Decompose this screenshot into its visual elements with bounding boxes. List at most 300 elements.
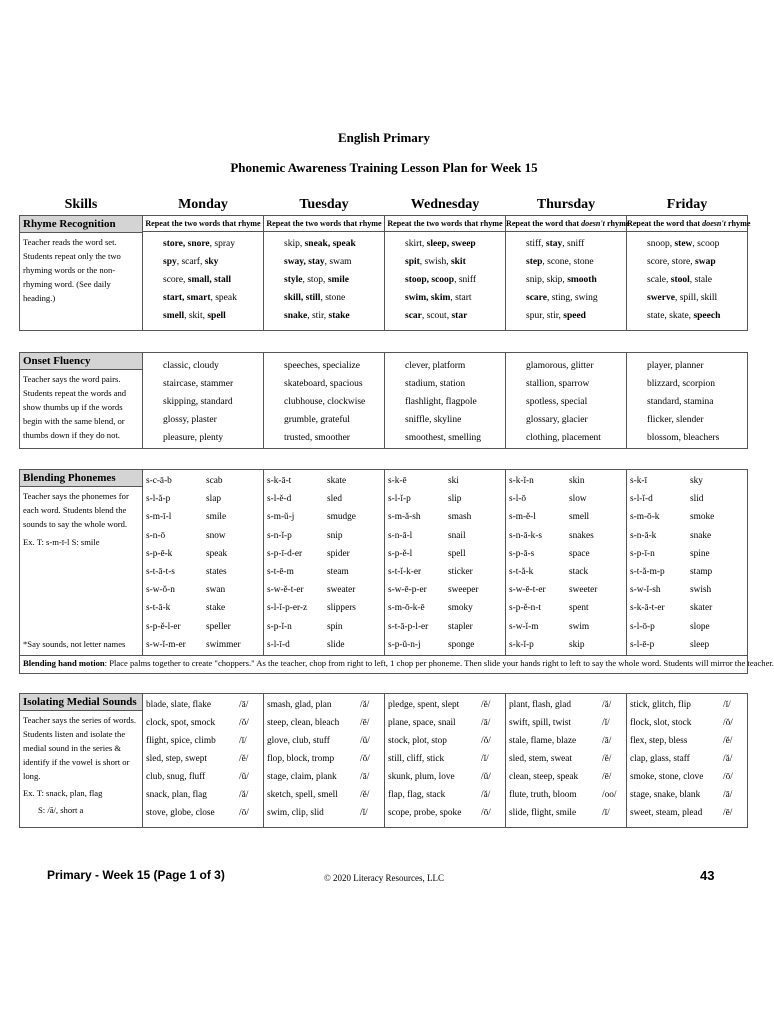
instruction-part: Repeat the two words that rhyme	[145, 219, 261, 228]
blending-phonemes: s-t-ā-k	[146, 603, 171, 614]
blending-word: spin	[327, 621, 343, 632]
onset-word-pair: clothing, placement	[526, 433, 601, 443]
blending-word: smell	[569, 512, 590, 523]
instruction-part: Repeat the two words that rhyme	[266, 219, 382, 228]
onset-word-pair: skateboard, spacious	[284, 379, 363, 389]
medial-word-series: snack, plan, flag	[146, 790, 207, 800]
header-row	[20, 197, 748, 216]
blending-word: speller	[206, 621, 231, 632]
blending-word: smoke	[690, 512, 715, 523]
medial-skill-name: Isolating Medial Sounds	[20, 694, 142, 711]
blending-word: skater	[690, 603, 713, 614]
blending-word: smoky	[448, 603, 473, 614]
medial-word-series: plant, flash, glad	[509, 700, 571, 710]
rhyme-instruction	[506, 216, 630, 232]
blending-word: sweater	[327, 585, 356, 596]
medial-word-series: steep, clean, bleach	[267, 718, 340, 728]
medial-word-series: stale, flame, blaze	[509, 736, 577, 746]
instruction-part: Repeat the two words that rhyme	[387, 219, 503, 228]
medial-word-series: club, snug, fluff	[146, 772, 206, 782]
medial-sound: /ī/	[602, 808, 610, 818]
rhyme-word-set	[526, 271, 626, 289]
blending-phonemes: s-m-ŭ-j	[267, 512, 295, 523]
blending-word: slide	[327, 639, 345, 650]
medial-list	[506, 694, 626, 822]
blending-phonemes: s-m-ă-sh	[388, 512, 421, 523]
rhyme-word-set	[647, 235, 747, 253]
header-monday: Monday	[178, 197, 228, 212]
rhyme-word-segment: stake	[328, 311, 350, 321]
medial-word-series: smash, glad, plan	[267, 700, 332, 710]
footer-page-number: 43	[700, 868, 715, 883]
rhyme-word-segment: score, store,	[647, 257, 696, 267]
blending-hand-motion	[20, 656, 774, 674]
rhyme-word-segment: star	[451, 311, 468, 321]
rhyme-word-segment: , scoop	[692, 239, 720, 249]
medial-word-series: flute, truth, bloom	[509, 790, 577, 800]
medial-word-series: clap, glass, staff	[630, 754, 690, 764]
onset-word-pair: glamorous, glitter	[526, 361, 594, 371]
medial-sound: /ā/	[360, 772, 370, 782]
medial-list	[385, 694, 505, 822]
blending-word: slippers	[327, 603, 356, 614]
blending-word: spine	[690, 548, 710, 559]
rhyme-word-set	[405, 253, 505, 271]
rhyme-word-segment: swap	[695, 257, 716, 267]
medial-word-series: blade, slate, flake	[146, 700, 212, 710]
onset-thursday	[506, 353, 627, 449]
blending-phonemes: s-p-ĭ-n	[267, 621, 292, 632]
medial-word-series: slide, flight, smile	[509, 808, 577, 818]
rhyme-word-segment: sky	[204, 257, 219, 267]
page-subtitle: Phonemic Awareness Training Lesson Plan for Week 15	[230, 160, 538, 175]
medial-sound: /ĕ/	[602, 754, 612, 764]
hand-motion-label: Blending hand motion	[23, 658, 105, 668]
blending-phonemes: s-l-ĭ-d	[630, 494, 653, 505]
rhyme-thursday	[506, 216, 630, 331]
medial-sound: /ō/	[723, 772, 733, 782]
blending-phonemes: s-w-ĭ-sh	[630, 585, 661, 596]
onset-monday	[143, 353, 264, 449]
rhyme-word-set	[405, 289, 505, 307]
rhyme-word-segment: snake	[284, 311, 308, 321]
blending-skill-cell	[20, 470, 143, 656]
onset-word-pair: speeches, specialize	[284, 361, 360, 371]
onset-table	[19, 352, 748, 449]
onset-word-pair: classic, cloudy	[163, 361, 219, 371]
rhyme-word-segment: , swish,	[419, 257, 451, 267]
medial-sound: /ā/	[723, 790, 733, 800]
blending-phonemes: s-l-ĕ-d	[267, 494, 292, 505]
rhyme-word-segment: stoop, scoop	[405, 275, 455, 285]
blending-word: sweeter	[569, 585, 598, 596]
rhyme-word-segment: , stop,	[302, 275, 328, 285]
rhyme-word-list	[385, 232, 505, 325]
onset-skill-name: Onset Fluency	[20, 353, 142, 370]
medial-sound: /ē/	[360, 718, 370, 728]
blending-word: sponge	[448, 639, 475, 650]
medial-word-series: clock, spot, smock	[146, 718, 216, 728]
blending-tuesday	[264, 470, 385, 656]
rhyme-word-segment: speech	[693, 311, 721, 321]
onset-word-list	[385, 353, 505, 447]
medial-sound: /ŏ/	[239, 718, 249, 728]
blending-word: ski	[448, 476, 459, 486]
rhyme-word-segment: snip, skip,	[526, 275, 568, 285]
rhyme-word-segment: stew	[674, 239, 693, 249]
blending-phonemes: s-p-ā-s	[509, 548, 535, 559]
blending-phonemes: s-l-ē-p	[630, 639, 655, 650]
header-skills: Skills	[64, 197, 98, 212]
blending-phonemes: s-m-ō-k	[630, 512, 660, 523]
blending-phonemes: s-w-ĭ-m-er	[146, 639, 186, 650]
medial-word-series: flop, block, tromp	[267, 754, 335, 764]
page-title: English Primary	[337, 130, 431, 145]
medial-sound: /ĕ/	[239, 754, 249, 764]
blending-word: steam	[327, 567, 349, 578]
blending-word: stake	[206, 603, 226, 614]
rhyme-word-segment: sway, stay	[284, 257, 325, 267]
blending-phonemes: s-l-ă-p	[146, 494, 171, 505]
blending-word: snow	[206, 530, 226, 541]
blending-phonemes: s-k-ē	[388, 476, 407, 486]
blending-list	[506, 470, 626, 654]
blending-phonemes: s-n-ā-l	[388, 530, 413, 541]
rhyme-tuesday	[264, 216, 385, 331]
blending-phonemes: s-l-ĭ-p	[388, 494, 411, 505]
rhyme-instruction	[143, 216, 263, 232]
rhyme-word-segment: scale,	[647, 275, 671, 285]
medial-sound: /ā/	[481, 718, 491, 728]
rhyme-word-segment: sneak, speak	[304, 239, 356, 249]
medial-word-series: flight, spice, climb	[146, 736, 216, 746]
rhyme-word-segment: spit	[405, 257, 420, 267]
header-thursday: Thursday	[536, 197, 596, 212]
medial-monday	[143, 694, 264, 828]
medial-sound: /ŏ/	[481, 736, 491, 746]
header-wednesday: Wednesday	[410, 197, 480, 212]
medial-word-series: swift, spill, twist	[509, 718, 571, 728]
blending-word: smile	[206, 512, 227, 523]
rhyme-word-segment: , speak	[210, 293, 237, 303]
medial-word-series: smoke, stone, clove	[630, 772, 704, 782]
blending-word: smash	[448, 512, 472, 523]
rhyme-word-segment: snoop,	[647, 239, 675, 249]
rhyme-wednesday	[385, 216, 506, 331]
medial-word-series: scope, probe, spoke	[388, 808, 462, 818]
medial-sound: /ĭ/	[481, 754, 489, 764]
medial-sound: /oo/	[602, 790, 617, 800]
rhyme-word-segment: score,	[163, 275, 188, 285]
hand-motion-text: : Place palms together to create "choppers." As the teacher, chop from right to left, 1 chop per phoneme. Then slide your hands right to left to say the whole word. Students will mirror the teacher.	[104, 658, 774, 668]
medial-tuesday	[264, 694, 385, 828]
blending-phonemes: s-n-ō	[146, 530, 166, 541]
medial-wednesday	[385, 694, 506, 828]
rhyme-instruction	[385, 216, 505, 232]
medial-word-series: skunk, plum, love	[388, 772, 455, 782]
blending-phonemes: s-t-ĭ-k-er	[388, 567, 422, 578]
blending-phonemes: s-l-ĭ-p-er-z	[267, 603, 308, 614]
medial-sound: /ō/	[481, 808, 491, 818]
rhyme-table	[19, 197, 751, 331]
blending-phonemes: s-t-ā-t-s	[146, 567, 175, 578]
blending-word: slap	[206, 494, 221, 505]
blending-word: stamp	[690, 567, 713, 578]
onset-word-list	[506, 353, 626, 447]
rhyme-word-segment: , swam	[324, 257, 352, 267]
blending-word: smudge	[327, 512, 356, 523]
medial-sound: /ĕ/	[360, 790, 370, 800]
medial-sound: /ĕ/	[481, 700, 491, 710]
blending-word: scab	[206, 476, 223, 486]
blending-word: sweeper	[448, 585, 479, 596]
rhyme-word-set	[163, 235, 263, 253]
rhyme-word-segment: small, stall	[187, 275, 232, 285]
blending-word: swan	[206, 585, 226, 596]
blending-phonemes: s-l-ō-p	[630, 621, 655, 632]
instruction-part: Repeat the word that	[506, 219, 582, 228]
blending-word: spent	[569, 603, 589, 614]
rhyme-word-list	[506, 232, 626, 325]
blending-phonemes: s-w-ē-t-er	[509, 585, 546, 596]
rhyme-word-segment: skill, still	[284, 293, 321, 303]
rhyme-word-list	[264, 232, 384, 325]
blending-word: speak	[206, 548, 228, 559]
medial-sound: /ŏ/	[723, 718, 733, 728]
blending-phonemes: s-k-ā-t-er	[630, 603, 665, 614]
medial-sound: /ĭ/	[602, 718, 610, 728]
onset-word-pair: clever, platform	[405, 361, 466, 371]
rhyme-word-set	[284, 289, 384, 307]
rhyme-word-segment: stiff,	[526, 239, 546, 249]
blending-phonemes: s-k-ĭ-p	[509, 639, 534, 650]
blending-list	[143, 470, 263, 654]
onset-word-list	[143, 353, 263, 447]
blending-phonemes: s-w-ē-p-er	[388, 585, 427, 596]
blending-table	[19, 469, 774, 674]
rhyme-word-segment: state, skate,	[647, 311, 694, 321]
rhyme-word-segment: smile	[327, 275, 349, 285]
rhyme-skill-description: Teacher reads the word set. Students repeat only the two rhyming words or the non-rhyming word. (See daily heading.)	[23, 237, 121, 303]
rhyme-word-set	[526, 235, 626, 253]
rhyme-word-set	[405, 235, 505, 253]
medial-sound: /ŭ/	[481, 772, 491, 782]
blending-phonemes: s-w-ĭ-m	[509, 621, 539, 632]
blending-phonemes: s-p-ŭ-n-j	[388, 639, 421, 650]
rhyme-word-set	[163, 253, 263, 271]
rhyme-instruction	[627, 216, 751, 232]
medial-word-series: plane, space, snail	[388, 718, 456, 728]
medial-sound: /ō/	[239, 808, 249, 818]
rhyme-word-segment: scar	[405, 311, 422, 321]
onset-word-pair: flashlight, flagpole	[405, 397, 477, 407]
blending-word: snip	[327, 530, 343, 541]
medial-word-series: glove, club, stuff	[267, 736, 330, 746]
blending-skill-description: Teacher says the phonemes for each word. Students blend the sounds to say the whole word.	[23, 491, 129, 529]
blending-phonemes: s-l-ō	[509, 494, 527, 505]
medial-sound: /ĕ/	[723, 736, 733, 746]
medial-sound: /ŏ/	[360, 754, 370, 764]
blending-phonemes: s-p-ĕ-l-er	[146, 621, 181, 632]
rhyme-monday	[143, 216, 264, 331]
blending-phonemes: s-p-ĕ-l	[388, 548, 413, 559]
onset-word-pair: standard, stamina	[647, 397, 714, 407]
rhyme-skill-cell	[20, 216, 143, 331]
rhyme-word-segment: stay	[545, 239, 563, 249]
rhyme-word-set	[163, 307, 263, 325]
rhyme-word-segment: , sniff	[454, 275, 477, 285]
rhyme-word-segment: spy	[163, 257, 177, 267]
blending-list	[627, 470, 747, 654]
rhyme-word-segment: , stale	[689, 275, 712, 285]
medial-word-series: still, cliff, stick	[388, 754, 445, 764]
onset-skill-cell	[20, 353, 143, 449]
blending-word: sky	[690, 476, 703, 486]
medial-word-series: sweet, steam, plead	[630, 808, 703, 818]
rhyme-skill-name: Rhyme Recognition	[20, 216, 142, 233]
rhyme-word-segment: skip,	[284, 239, 305, 249]
onset-word-pair: flicker, slender	[647, 415, 704, 425]
medial-skill-cell	[20, 694, 143, 828]
medial-word-series: sled, stem, sweat	[509, 754, 572, 764]
medial-word-series: swim, clip, slid	[267, 808, 324, 818]
onset-tuesday	[264, 353, 385, 449]
rhyme-word-list	[143, 232, 263, 325]
blending-word: stack	[569, 567, 589, 578]
blending-word: slope	[690, 621, 710, 632]
onset-skill-description: Teacher says the word pairs. Students repeat the words and show thumbs up if the words begin with the same blend, or thumbs down if they do not.	[23, 374, 127, 440]
blending-word: slow	[569, 494, 587, 505]
rhyme-word-set	[526, 253, 626, 271]
rhyme-word-segment: , start	[450, 293, 472, 303]
rhyme-word-list	[627, 232, 747, 325]
instruction-part: rhyme	[725, 219, 751, 228]
rhyme-word-segment: skit	[450, 257, 466, 267]
rhyme-word-set	[647, 253, 747, 271]
blending-phonemes: s-c-ā-b	[146, 476, 172, 486]
rhyme-word-segment: stool	[670, 275, 690, 285]
blending-wednesday	[385, 470, 506, 656]
rhyme-word-set	[284, 307, 384, 325]
blending-word: snail	[448, 530, 466, 541]
onset-word-pair: spotless, special	[526, 397, 588, 407]
onset-word-pair: grumble, grateful	[284, 415, 350, 425]
rhyme-word-segment: spur, stir,	[526, 311, 564, 321]
medial-word-series: stage, snake, blank	[630, 790, 701, 800]
onset-word-pair: stadium, station	[405, 379, 466, 389]
medial-list	[143, 694, 263, 822]
medial-thursday	[506, 694, 627, 828]
onset-word-list	[264, 353, 384, 447]
onset-word-pair: stallion, sparrow	[526, 379, 590, 389]
rhyme-word-segment: style	[284, 275, 303, 285]
medial-sound: /ĭ/	[723, 700, 731, 710]
blending-list	[264, 470, 384, 654]
onset-word-pair: glossy, plaster	[163, 415, 217, 425]
medial-sound: /ā/	[602, 736, 612, 746]
blending-word: slid	[690, 494, 704, 505]
onset-word-pair: player, planner	[647, 361, 704, 371]
medial-word-series: stock, plot, stop	[388, 736, 447, 746]
blending-phonemes: s-m-ĕ-l	[509, 512, 536, 523]
blending-word: swish	[690, 585, 712, 596]
medial-table	[19, 693, 748, 828]
blending-phonemes: s-t-ā-p-l-er	[388, 621, 429, 632]
medial-word-series: flock, slot, stock	[630, 718, 692, 728]
rhyme-word-segment: , stone	[320, 293, 346, 303]
blending-phonemes: s-w-ŏ-n	[146, 585, 175, 596]
rhyme-word-set	[405, 271, 505, 289]
medial-sound: /ă/	[723, 754, 733, 764]
rhyme-word-segment: start, smart	[163, 293, 211, 303]
onset-word-pair: smoothest, smelling	[405, 433, 481, 443]
medial-sound: /ă/	[239, 790, 249, 800]
rhyme-word-set	[405, 307, 505, 325]
blending-word: skip	[569, 639, 585, 650]
blending-monday	[143, 470, 264, 656]
rhyme-friday	[627, 216, 751, 331]
medial-sound: /ŭ/	[360, 736, 370, 746]
blending-phonemes: s-l-ī-d	[267, 639, 290, 650]
blending-phonemes: s-p-ĕ-n-t	[509, 603, 542, 614]
medial-word-series: stage, claim, plank	[267, 772, 337, 782]
medial-friday	[627, 694, 748, 828]
rhyme-word-segment: smooth	[567, 275, 597, 285]
blending-word: skin	[569, 476, 585, 486]
rhyme-word-segment: store, snore	[163, 239, 210, 249]
rhyme-word-set	[526, 289, 626, 307]
rhyme-word-segment: sleep, sweep	[426, 239, 476, 249]
blending-word: sticker	[448, 567, 473, 578]
rhyme-word-set	[163, 271, 263, 289]
blending-phonemes: s-k-ā-t	[267, 476, 292, 486]
blending-phonemes: s-w-ĕ-t-er	[267, 585, 304, 596]
rhyme-word-segment: , scone, stone	[542, 257, 594, 267]
blending-phonemes: s-p-ē-k	[146, 548, 173, 559]
onset-wednesday	[385, 353, 506, 449]
rhyme-word-segment: swerve	[647, 293, 675, 303]
onset-word-pair: staircase, stammer	[163, 379, 234, 389]
blending-word: skate	[327, 476, 347, 486]
medial-list	[264, 694, 384, 822]
rhyme-word-segment: , scarf,	[176, 257, 205, 267]
rhyme-word-segment: , spray	[209, 239, 235, 249]
onset-word-pair: blossom, bleachers	[647, 433, 720, 443]
medial-sound: /ŭ/	[239, 772, 249, 782]
blending-friday	[627, 470, 748, 656]
blending-phonemes: s-p-ī-d-er	[267, 548, 303, 559]
onset-friday	[627, 353, 748, 449]
medial-word-series: pledge, spent, slept	[388, 700, 460, 710]
medial-example-2: S: /ă/, short a	[38, 805, 84, 815]
rhyme-word-set	[647, 289, 747, 307]
instruction-part: Repeat the word that	[627, 219, 703, 228]
rhyme-word-segment: swim, skim	[405, 293, 451, 303]
rhyme-word-segment: smell	[163, 311, 185, 321]
blending-phonemes: s-m-ī-l	[146, 512, 172, 523]
blending-word: snakes	[569, 530, 594, 541]
rhyme-word-segment: , sniff	[562, 239, 585, 249]
blending-phonemes: s-m-ō-k-ē	[388, 603, 425, 614]
onset-word-pair: sniffle, skyline	[405, 415, 462, 425]
blending-say-note: *Say sounds, not letter names	[23, 639, 126, 649]
medial-word-series: flap, flag, stack	[388, 790, 446, 800]
rhyme-word-segment: scare	[526, 293, 547, 303]
blending-word: stapler	[448, 621, 473, 632]
blending-phonemes: s-p-ī-n	[630, 548, 655, 559]
instruction-part: doesn't	[581, 219, 605, 228]
onset-word-pair: pleasure, plenty	[163, 433, 224, 443]
